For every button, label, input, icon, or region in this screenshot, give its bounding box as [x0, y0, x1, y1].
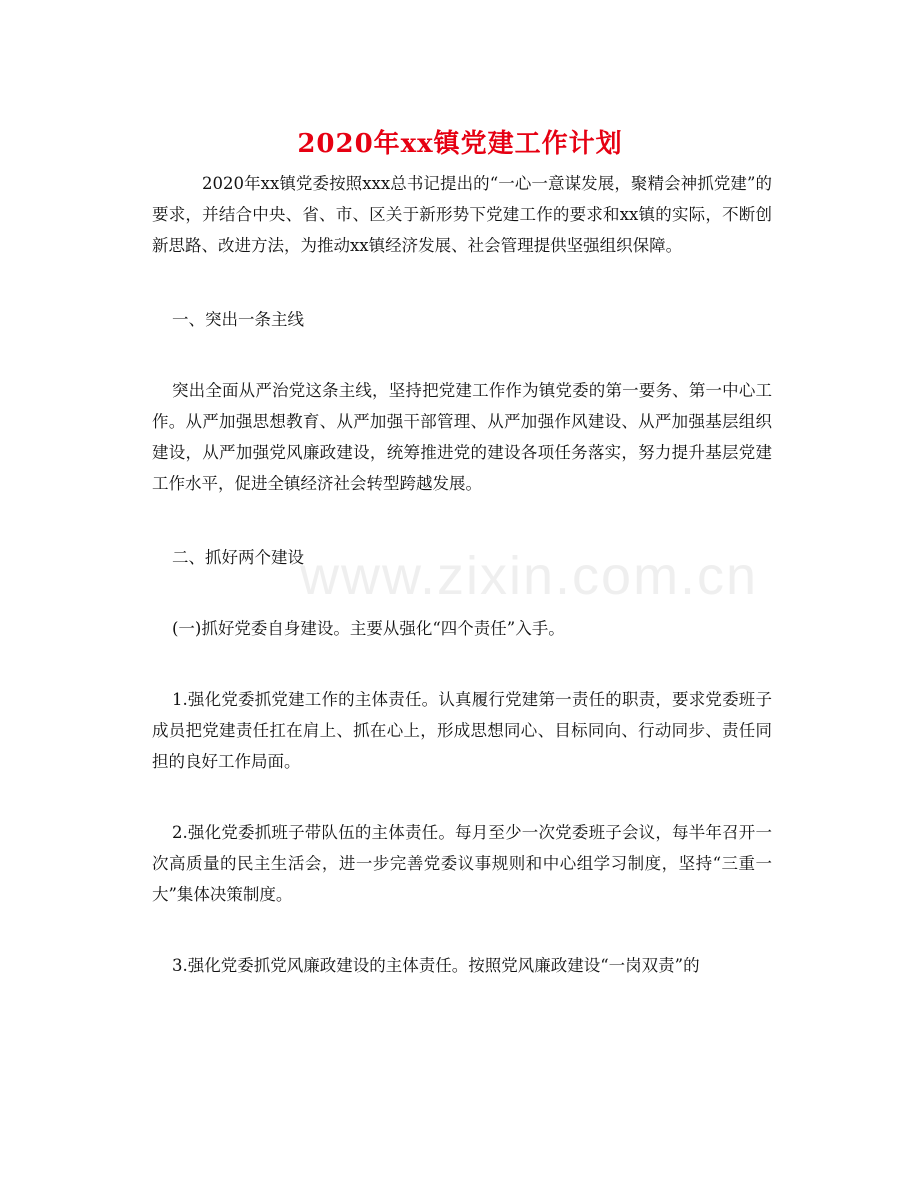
section-heading-2: 二、抓好两个建设: [172, 548, 304, 567]
body-paragraph: 突出全面从严治党这条主线，坚持把党建工作作为镇党委的第一要务、第一中心工作。从严加强思想教育、从严加强干部管理、从严加强作风建设、从严加强基层组织建设，从严加强党风廉政建设，统筹推进党的建设各项任务落实，努力提升基层党建工作水平，促进全镇经济社会转型跨越发展。: [152, 381, 772, 493]
watermark: www.zixin.com.cn: [300, 546, 759, 606]
section-heading-1: 一、突出一条主线: [172, 310, 304, 329]
intro-paragraph: 2020年xx镇党委按照xxx总书记提出的“一心一意谋发展，聚精会神抓党建”的要求，并结合中央、省、市、区关于新形势下党建工作的要求和xx镇的实际，不断创新思路、改进方法，为推动xx镇经济发展、社会管理提供坚强组织保障。: [152, 174, 772, 255]
list-item-1: 1.强化党委抓党建工作的主体责任。认真履行党建第一责任的职责，要求党委班子成员把党建责任扛在肩上、抓在心上，形成思想同心、目标同向、行动同步、责任同担的良好工作局面。: [152, 690, 772, 771]
document-body: [152, 168, 772, 981]
document-title: 2020年xx镇党建工作计划: [297, 129, 623, 159]
subsection-heading: (一)抓好党委自身建设。主要从强化“四个责任”入手。: [172, 619, 565, 638]
list-item-3: 3.强化党委抓党风廉政建设的主体责任。按照党风廉政建设“一岗双责”的: [172, 956, 700, 975]
list-item-2: 2.强化党委抓班子带队伍的主体责任。每月至少一次党委班子会议，每半年召开一次高质量的民主生活会，进一步完善党委议事规则和中心组学习制度，坚持“三重一大”集体决策制度。: [152, 823, 772, 904]
